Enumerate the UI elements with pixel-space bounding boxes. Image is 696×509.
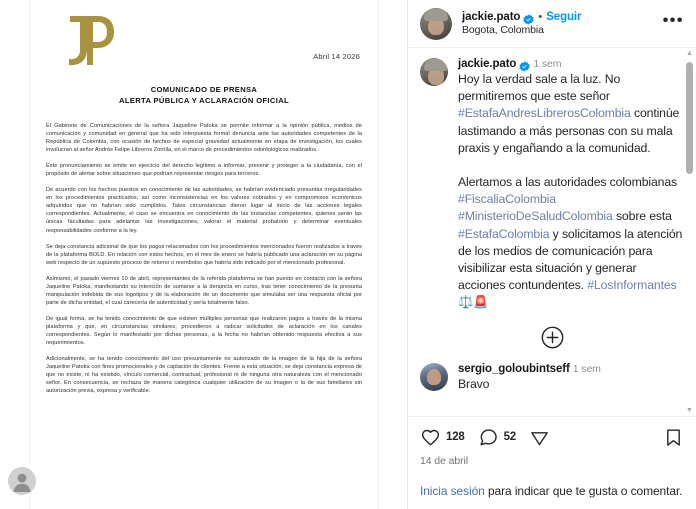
list-item [420,58,684,312]
comment-paragraph [458,376,684,393]
scrollbar[interactable] [685,48,694,416]
login-prompt-text: para indicar que te gusta o comentar. [484,484,683,498]
login-prompt [420,483,684,499]
heart-icon [420,427,441,448]
hashtag-link[interactable]: #EstafaColombia [458,226,550,241]
hashtag-link[interactable]: #MinisterioDeSaludColombia [458,209,613,224]
comment-username[interactable]: jackie.pato [458,58,517,70]
document-paragraph: Adicionalmente, se ha tenido conocimiento del uso presuntamente no autorizado de la imagen de la hija de la señora Jaqueline Patoka con fines promocionales y de captación de clientes. Frente a esta situación, se deja constancia expresa de que no existe, ni ha existido, vínculo comercial, contractual, profesional ni de ninguna otra naturaleza con el mencionado señor. En consecuencia, se rechaza de manera categórica cualquier utilización de su imagen o la de sus familiares sin autorización previa, expresa y verificable. [46,356,362,395]
post-header-identity [462,11,659,23]
caret-down-icon[interactable]: ▼ [686,407,693,414]
share-paper-plane-icon [529,427,550,448]
comment-text-run: Hoy la verdad sale a la luz. No permitiremos que este señor [458,72,621,104]
comment-text [458,376,684,393]
document-date: Abril 14 2026 [313,52,360,61]
document-title-line-1: COMUNICADO DE PRENSA [150,85,258,94]
comment-count: 52 [503,431,516,443]
like-button[interactable] [420,427,465,448]
comment-header [458,363,684,375]
comment-text-run: y solicitamos la atención de los medios de comunicación para visibilizar esta situación y generar acciones contundentes. [458,226,683,293]
post-location[interactable]: Bogota, Colombia [462,24,544,36]
document-title [30,84,378,106]
comment-body [458,363,684,393]
share-button[interactable] [529,427,550,448]
document-paragraph: De acuerdo con los hechos puestos en conocimiento de las autoridades, se habrían evidenciado presuntas irregularidades en los procedimientos practicados, así como inconsistencias en los valores cobrados y en compromisos económicos adquiridos que no habrían sido cumplidos. Tales circunstancias dieron lugar al inicio de las acciones legales correspondientes. Actualmente, el caso se encuentra en conocimiento de las instancias competentes, quienes serán las únicas facultadas para adelantar las investigaciones, valorar el material probatorio y determinar eventuales responsabilidades conforme a la ley. [46,187,362,234]
post-date: 14 de abril [420,455,468,467]
post-actions [408,416,696,509]
save-button[interactable] [663,427,684,448]
document-paragraph: Asimismo, el pasado viernes 10 de abril, representantes de la referida plataforma se han puesto en contacto con la señora Jaqueline Patoka, manifestando su intención de sumarse a la denuncia en curso, tras tener conocimiento de la presunta manipulación indebida de sus logotipos y de la elaboración de un documento que simulaba ser una respuesta oficial por parte de dicha entidad, el cual carecería de autenticidad y sería totalmente falso. [46,275,362,306]
user-avatar-jackie[interactable] [420,58,448,86]
document-title-line-2: ALERTA PÚBLICA Y ACLARACIÓN OFICIAL [118,96,290,105]
action-buttons-row [420,424,684,450]
comment-username[interactable]: sergio_goloubintseff [458,362,570,375]
document-paragraph: Se deja constancia adicional de que los pagos relacionados con los procedimientos mencionados fueron realizados a través de la plataforma BOLD. En relación con estos hechos, en el mes de enero se habría publicado una aclaración en su página web respecto de un supuesto proceso de retorno o reembolso que habría sido indicado por el mencionado profesional. [46,243,362,266]
comment-text-run: continúe lastimando a más personas con su mala praxis y engañando a la comunidad. [458,106,680,155]
comment-text-run: Alertamos a las autoridades colombianas [458,175,678,190]
comment-button[interactable] [478,427,516,448]
comment-timestamp: 1 sem [572,362,601,375]
caret-up-icon[interactable]: ▲ [686,50,693,57]
list-item [420,363,684,393]
document-paragraph: El Gabinete de Comunicaciones de la señora Jaqueline Patoka se permite informar a la opinión pública, medios de comunicación y comunidad en general que ha sido interpuesta formal denuncia ante las autoridades competentes de la República de Colombia, con ocasión de hechos de especial gravedad actualmente en etapa de investigación, los cuales involucran al señor Andrés Felipe Libreros Zorrilla, en el marco de procedimientos odontológicos realizados. [46,123,362,154]
comment-header [458,58,684,70]
hashtag-link[interactable]: #EstafaAndresLibrerosColombia [458,106,631,121]
load-more-comments-row [420,326,684,349]
post-sidebar [408,0,696,509]
post-author-username[interactable]: jackie.pato [462,11,521,23]
press-release-document [30,0,378,509]
default-user-avatar-icon [8,467,36,495]
login-link[interactable]: Inicia sesión [420,484,485,498]
comment-paragraph [458,174,684,312]
comment-bubble-icon [478,427,499,448]
bookmark-icon [663,427,684,448]
document-body [46,122,362,403]
comment-text [458,71,684,312]
header-separator: • [538,11,543,23]
comment-timestamp: 1 sem [533,58,562,70]
post-header-text [462,11,659,36]
hashtag-link[interactable]: #LosInformantes [587,278,677,293]
comment-text-run: ⚖️🚨 [458,295,489,310]
follow-button[interactable]: Seguir [546,11,582,23]
avatar[interactable] [420,8,452,40]
post-header [408,0,696,48]
plus-circle-icon[interactable] [541,326,564,349]
comment-text-run: Bravo [458,376,490,391]
document-paragraph: Este pronunciamiento se emite en ejercicio del derecho legítimo a informar, prevenir y proteger a la ciudadanía, con el propósito de alertar sobre situaciones que podrían representar riesgos para terceros. [46,163,362,178]
user-avatar-sergio[interactable] [420,363,448,391]
scrollbar-thumb[interactable] [686,62,693,174]
ellipsis-icon[interactable]: ••• [662,11,684,29]
verified-badge-icon [519,59,530,70]
comment-body [458,58,684,312]
document-paragraph: De igual forma, se ha tenido conocimiento de que existen múltiples personas que realizaron pagos a través de la misma plataforma y que, en circunstancias similares, procedieron a radicar solicitudes de aclaración en los canales correspondientes. Según lo manifestado por dichas personas, a la fecha no habrían obtenido respuesta efectiva a sus requerimientos. [46,315,362,347]
hashtag-link[interactable]: #FiscaliaColombia [458,192,556,207]
jp-monogram-logo [58,8,120,70]
comment-text-run: sobre esta [612,209,672,224]
verified-badge-icon [523,12,534,23]
like-count: 128 [446,431,465,443]
comments-list[interactable] [408,48,696,416]
comment-paragraph [458,71,684,157]
